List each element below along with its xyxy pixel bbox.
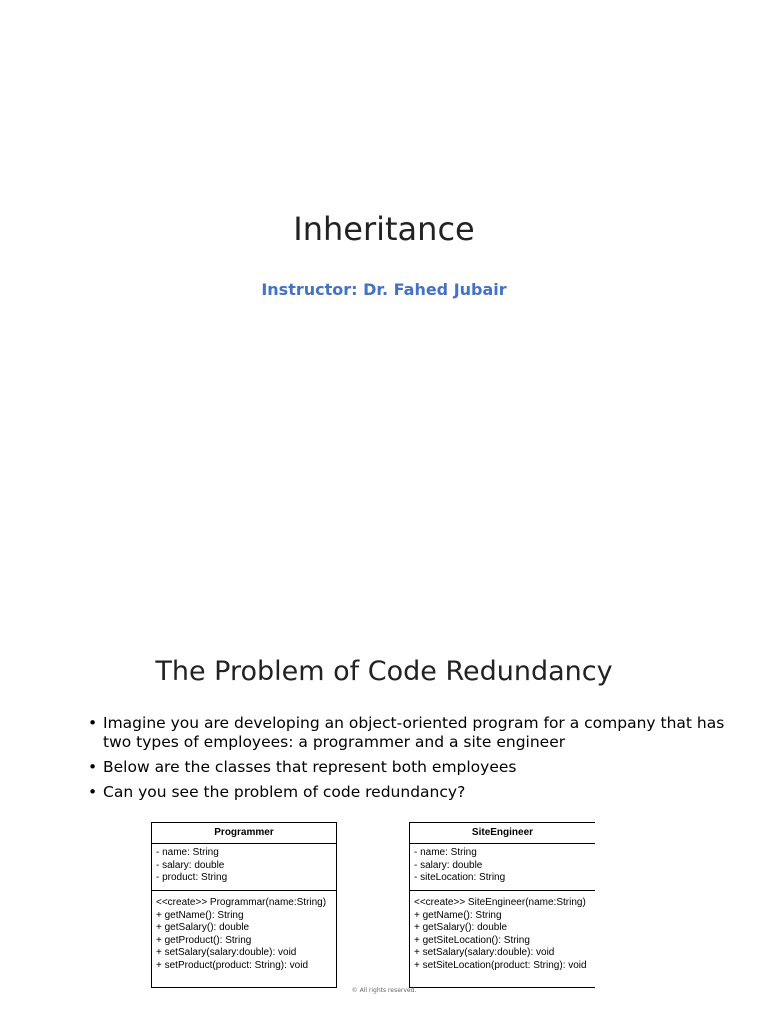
uml-method: + getName(): String — [414, 909, 502, 921]
uml-attribute: - salary: double — [156, 859, 225, 871]
bullet-item: • Can you see the problem of code redundancy? — [88, 783, 728, 802]
uml-method: + getName(): String — [156, 909, 244, 921]
uml-methods — [410, 891, 595, 975]
uml-method: + setSiteLocation(product: String): void — [414, 959, 587, 971]
uml-class-name: SiteEngineer — [410, 823, 595, 844]
uml-class-siteengineer — [409, 822, 595, 988]
uml-method: <<create>> Programmar(name:String) — [156, 897, 327, 908]
uml-class-name: Programmer — [152, 823, 336, 844]
uml-attribute: - name: String — [414, 847, 477, 858]
uml-attributes — [152, 844, 336, 891]
uml-method: + getSalary(): double — [156, 922, 250, 934]
uml-method: + setProduct(product: String): void — [156, 959, 309, 971]
slide-title-code-redundancy: The Problem of Code Redundancy — [155, 656, 613, 687]
uml-method: + getProduct(): String — [156, 934, 252, 946]
uml-attribute: - salary: double — [414, 859, 483, 871]
uml-method: <<create>> SiteEngineer(name:String) — [414, 897, 586, 908]
uml-attribute: - name: String — [156, 847, 219, 858]
bullet-list — [88, 714, 728, 808]
bullet-item: • Below are the classes that represent both employees — [88, 758, 728, 777]
uml-method: + setSalary(salary:double): void — [156, 947, 297, 959]
uml-methods — [152, 891, 336, 975]
slide-title-inheritance: Inheritance — [293, 210, 475, 248]
uml-method: + setSalary(salary:double): void — [414, 947, 555, 959]
uml-method: + getSiteLocation(): String — [414, 934, 530, 946]
uml-method: + getSalary(): double — [414, 922, 508, 934]
uml-attribute: - siteLocation: String — [414, 872, 506, 884]
copyright-footer: © All rights reserved. — [351, 987, 417, 994]
uml-attributes — [410, 844, 595, 891]
bullet-item: • Imagine you are developing an object-oriented program for a company that has two types of employees: a programmer and a site engineer — [88, 714, 728, 752]
uml-attribute: - product: String — [156, 872, 228, 884]
instructor-subtitle: Instructor: Dr. Fahed Jubair — [261, 280, 507, 299]
uml-class-programmer — [151, 822, 337, 988]
